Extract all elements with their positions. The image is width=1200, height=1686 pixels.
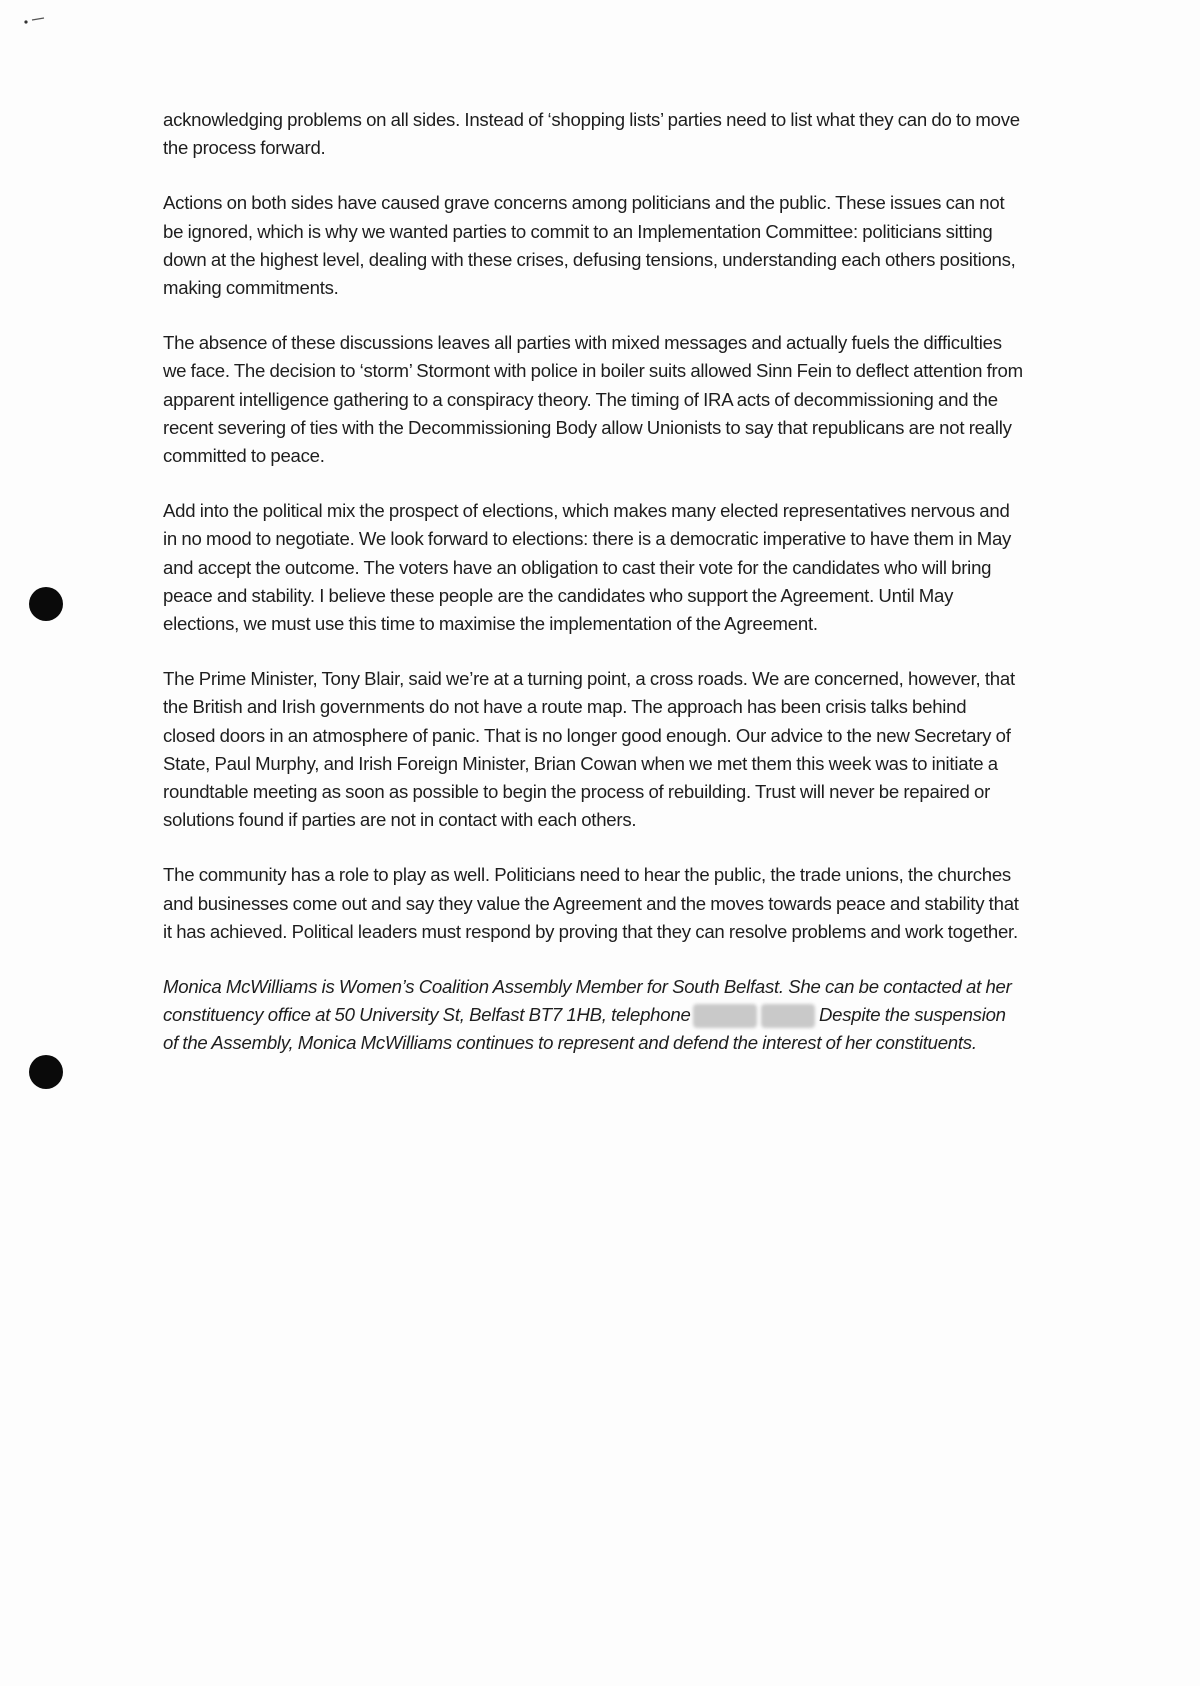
author-bio-text-1: Monica McWilliams is Women’s Coalition Assembly Member for South Belfast. She can be contacted at her constituency office at 50 University St, Belfast BT7 1HB, telephone (163, 976, 1012, 1026)
paragraph-2: Actions on both sides have caused grave concerns among politicians and the public. These issues can not be ignored, which is why we wanted parties to commit to an Implementation Committee: politicians sitting down at the highest level, dealing with these crises, defusing tensions, understanding each others positions, making commitments. (163, 192, 1016, 299)
author-bio-text-2: Despite the suspension of the Assembly, Monica McWilliams continues to represent and defend the interest of her constituents. (163, 1004, 1006, 1054)
scan-speck-mark (22, 8, 82, 28)
document-body (163, 106, 1023, 1085)
redacted-phone-block (693, 1004, 757, 1028)
redacted-phone-block (761, 1004, 815, 1028)
paragraph-5: The Prime Minister, Tony Blair, said we’re at a turning point, a cross roads. We are concerned, however, that the British and Irish governments do not have a route map. The approach has been crisis talks behind closed doors in an atmosphere of panic. That is no longer good enough. Our advice to the new Secretary of State, Paul Murphy, and Irish Foreign Minister, Brian Cowan when we met them this week was to initiate a roundtable meeting as soon as possible to begin the process of rebuilding. Trust will never be repaired or solutions found if parties are not in contact with each others. (163, 668, 1015, 831)
author-bio (163, 973, 1023, 1058)
hole-punch-mark (29, 1055, 63, 1089)
paragraph-4: Add into the political mix the prospect of elections, which makes many elected representatives nervous and in no mood to negotiate. We look forward to elections: there is a democratic imperative to have them in May and accept the outcome. The voters have an obligation to cast their vote for the candidates who will bring peace and stability. I believe these people are the candidates who support the Agreement. Until May elections, we must use this time to maximise the implementation of the Agreement. (163, 500, 1012, 635)
paragraph-1: acknowledging problems on all sides. Instead of ‘shopping lists’ parties need to list what they can do to move the process forward. (163, 109, 1020, 159)
paragraph-3: The absence of these discussions leaves all parties with mixed messages and actually fuels the difficulties we face. The decision to ‘storm’ Stormont with police in boiler suits allowed Sinn Fein to deflect attention from apparent intelligence gathering to a conspiracy theory. The timing of IRA acts of decommissioning and the recent severing of ties with the Decommissioning Body allow Unionists to say that republicans are not really committed to peace. (163, 332, 1023, 467)
paragraph-6: The community has a role to play as well. Politicians need to hear the public, the trade unions, the churches and businesses come out and say they value the Agreement and the moves towards peace and stability that it has achieved. Political leaders must respond by proving that they can resolve problems and work together. (163, 864, 1019, 942)
hole-punch-mark (29, 587, 63, 621)
